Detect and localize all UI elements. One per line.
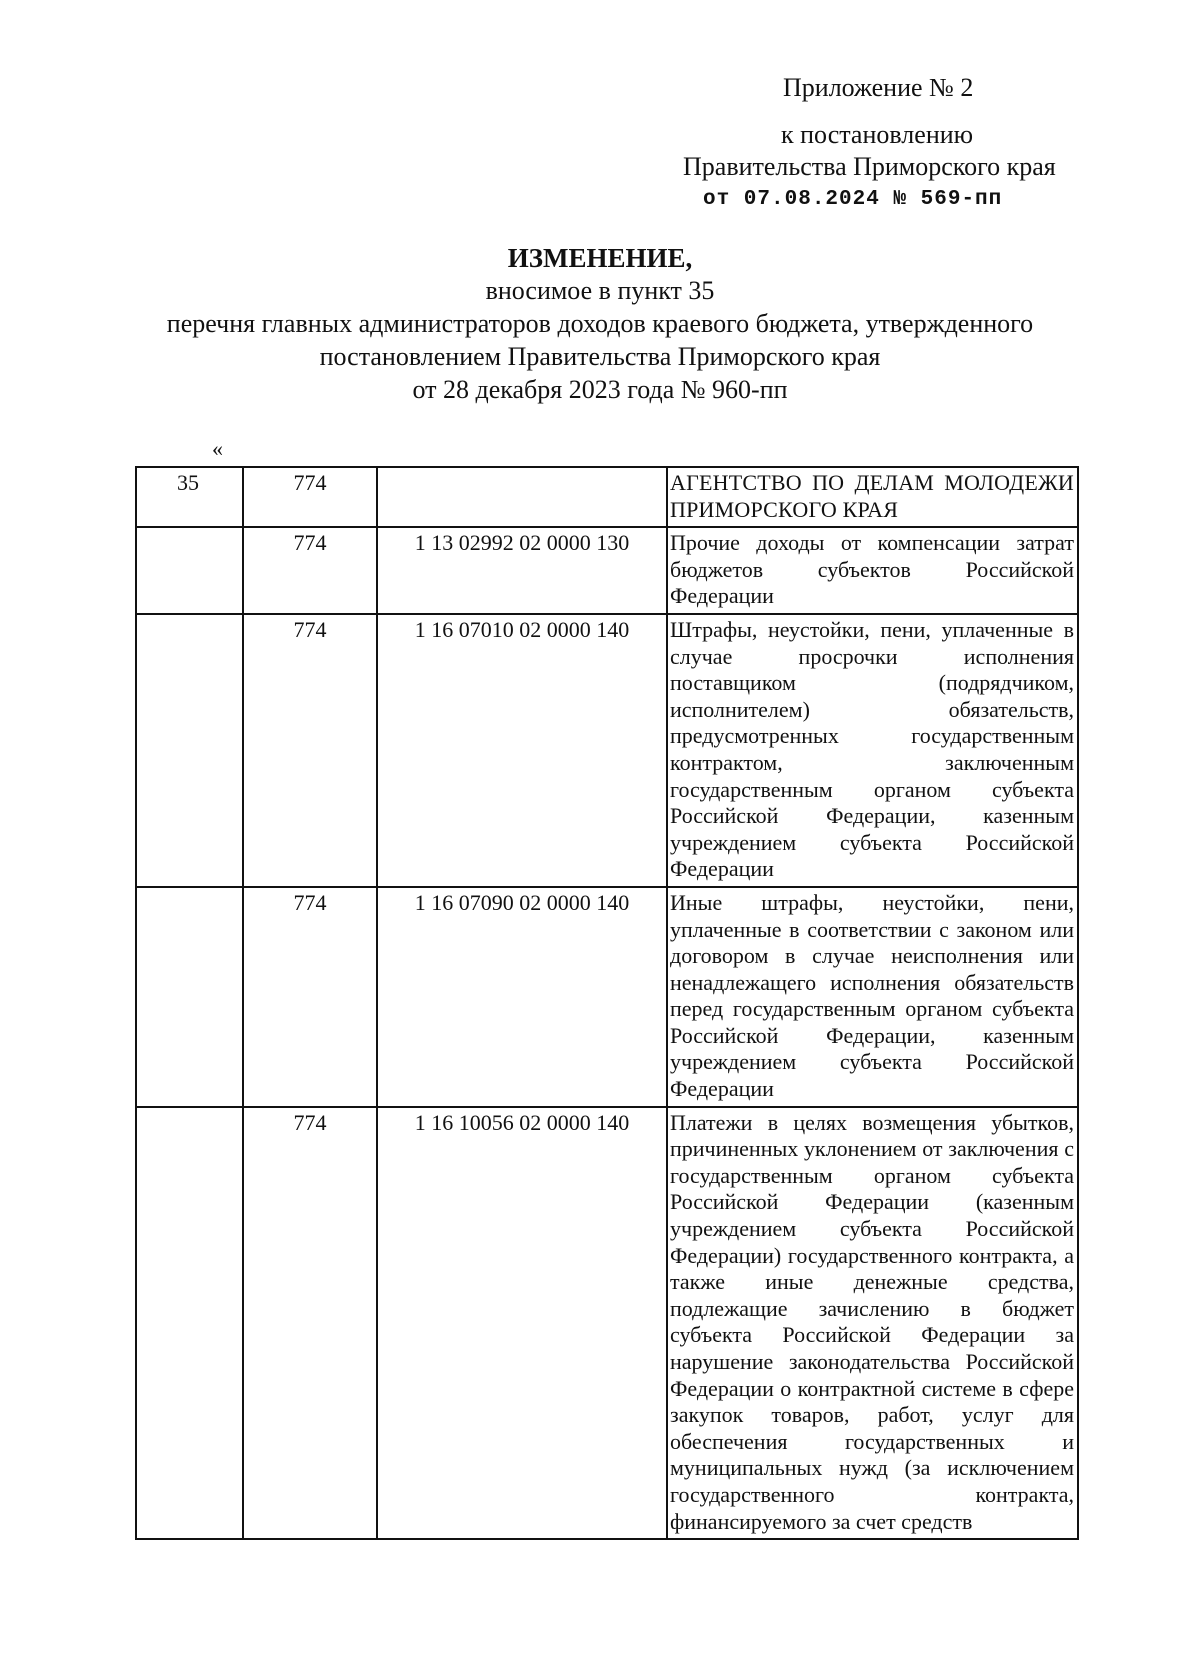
revenue-name-cell: Штрафы, неустойки, пени, уплаченные в случае просрочки исполнения поставщиком (подрядчиком, исполнителем) обязательств, предусмотренных государственным контрактом, заключенным государственным органом субъекта Российской Федерации, казенным учреждением субъекта Российской Федерации (667, 614, 1078, 887)
resolution-reference: к постановлению (781, 120, 974, 149)
opening-quote: « (212, 436, 223, 461)
revenue-code-cell: 1 16 07010 02 0000 140 (377, 614, 667, 887)
table-row (136, 527, 1078, 614)
table-row (136, 467, 1078, 527)
revenue-name-cell: Иные штрафы, неустойки, пени, уплаченные в соответствии с законом или договором в случае неисполнения или ненадлежащего исполнения обязательств перед государственным органом субъекта Российской Федерации, казенным учреждением субъекта Российской Федерации (667, 887, 1078, 1107)
title-subline-4: от 28 декабря 2023 года № 960-пп (412, 375, 788, 404)
resolution-date-number: от 07.08.2024 № 569-пп (703, 188, 1003, 211)
revenue-name-cell: АГЕНТСТВО ПО ДЕЛАМ МОЛОДЕЖИ ПРИМОРСКОГО КРАЯ (667, 467, 1078, 527)
appendix-number: Приложение № 2 (783, 73, 974, 102)
title-subline-2: перечня главных администраторов доходов краевого бюджета, утвержденного (166, 309, 1034, 338)
row-number-cell (136, 527, 243, 614)
revenue-code-cell: 1 16 10056 02 0000 140 (377, 1107, 667, 1540)
row-number-cell (136, 1107, 243, 1540)
revenue-name-cell: Прочие доходы от компенсации затрат бюджетов субъектов Российской Федерации (667, 527, 1078, 614)
table-row (136, 1107, 1078, 1540)
revenue-name-cell: Платежи в целях возмещения убытков, причиненных уклонением от заключения с государственным органом субъекта Российской Федерации (казенным учреждением субъекта Российской Федерации) государственного контракта, а также иные денежные средства, подлежащие зачислению в бюджет субъекта Российской Федерации за нарушение законодательства Российской Федерации о контрактной системе в сфере закупок товаров, работ, услуг для обеспечения государственных и муниципальных нужд (за исключением государственного контракта, финансируемого за счет средств (667, 1107, 1078, 1540)
row-number-cell (136, 887, 243, 1107)
row-number-cell (136, 614, 243, 887)
revenue-code-cell (377, 467, 667, 527)
title-subline-1: вносимое в пункт 35 (485, 276, 715, 305)
revenue-administrators-table (135, 466, 1079, 1540)
table-row (136, 887, 1078, 1107)
revenue-code-cell: 1 16 07090 02 0000 140 (377, 887, 667, 1107)
document-title: ИЗМЕНЕНИЕ, (507, 243, 693, 273)
revenue-code-cell: 1 13 02992 02 0000 130 (377, 527, 667, 614)
admin-code-cell: 774 (243, 887, 377, 1107)
title-subline-3: постановлением Правительства Приморского края (319, 342, 881, 371)
government-name: Правительства Приморского края (683, 152, 1056, 181)
row-number-cell: 35 (136, 467, 243, 527)
admin-code-cell: 774 (243, 527, 377, 614)
admin-code-cell: 774 (243, 467, 377, 527)
admin-code-cell: 774 (243, 614, 377, 887)
table-row (136, 614, 1078, 887)
admin-code-cell: 774 (243, 1107, 377, 1540)
